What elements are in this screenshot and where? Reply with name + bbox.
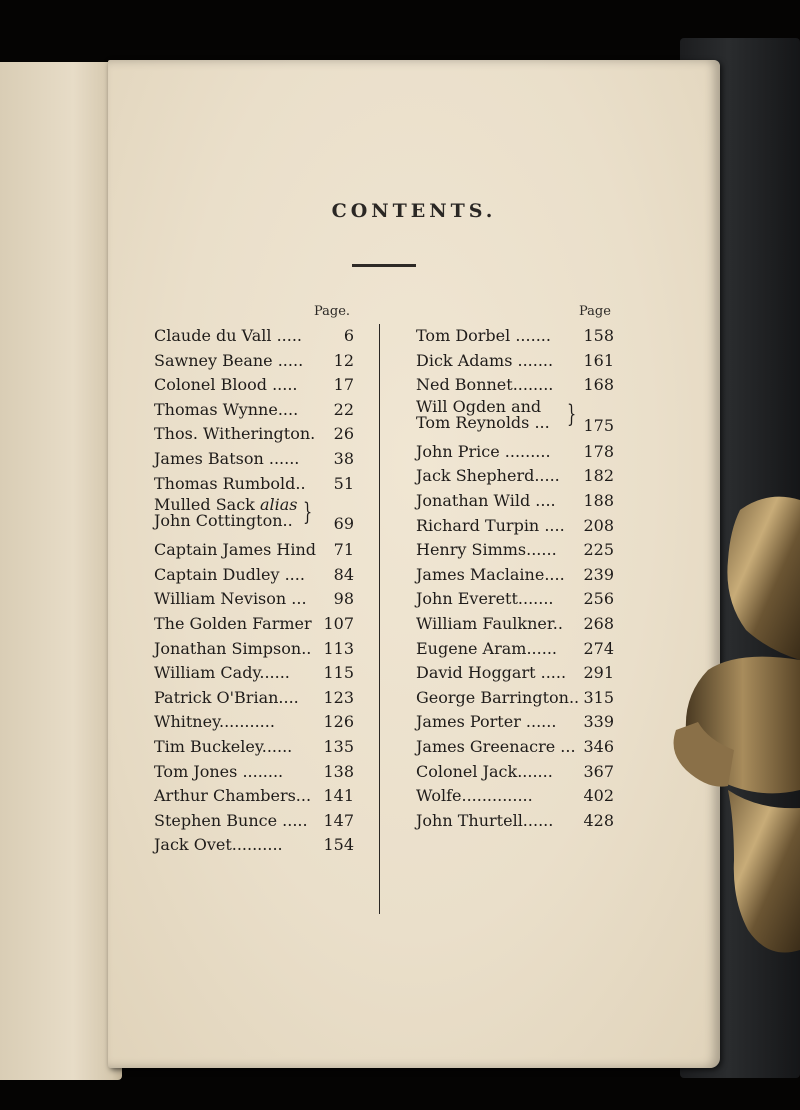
left-page bbox=[0, 62, 122, 1080]
brass-paperweight bbox=[668, 490, 800, 960]
list-item: Jonathan Wild .... 188 bbox=[416, 490, 614, 510]
list-item: David Hoggart ..... 291 bbox=[416, 663, 614, 683]
list-item: William Cady...... 115 bbox=[154, 663, 354, 683]
list-item: Arthur Chambers... 141 bbox=[154, 786, 354, 806]
left-column bbox=[154, 324, 354, 858]
column-divider bbox=[379, 324, 380, 914]
list-item: Claude du Vall ..... 6 bbox=[154, 326, 354, 345]
list-item: Jack Shepherd..... 182 bbox=[416, 466, 614, 486]
list-item: The Golden Farmer 107 bbox=[154, 613, 354, 633]
left-page-heading: Page. bbox=[314, 304, 351, 319]
list-item: Henry Simms...... 225 bbox=[416, 540, 614, 560]
list-item: Will Ogden and Tom Reynolds ... } 175 bbox=[416, 396, 614, 435]
list-item: Patrick O'Brian.... 123 bbox=[154, 687, 354, 707]
brace-icon: } bbox=[303, 498, 313, 527]
list-item: William Nevison ... 98 bbox=[154, 589, 354, 609]
list-item: Richard Turpin .... 208 bbox=[416, 515, 614, 535]
list-item: Thomas Wynne.... 22 bbox=[154, 399, 354, 419]
list-item: Jonathan Simpson.. 113 bbox=[154, 638, 354, 658]
list-item: George Barrington.. 315 bbox=[416, 687, 614, 707]
list-item: Jack Ovet.......... 154 bbox=[154, 835, 354, 855]
list-item: Tom Dorbel ....... 158 bbox=[416, 326, 614, 345]
title-rule bbox=[352, 264, 416, 267]
page-title: CONTENTS. bbox=[331, 200, 497, 222]
list-item: Tom Jones ........ 138 bbox=[154, 761, 354, 781]
list-item: William Faulkner.. 268 bbox=[416, 613, 614, 633]
list-item: Thos. Witherington. 26 bbox=[154, 424, 354, 444]
list-item: Mulled Sack alias John Cottington.. } 69 bbox=[154, 495, 354, 534]
list-item: James Maclaine.... 239 bbox=[416, 564, 614, 584]
list-item: Captain James Hind 71 bbox=[154, 540, 354, 560]
list-item: Thomas Rumbold.. 51 bbox=[154, 473, 354, 493]
list-item: Sawney Beane ..... 12 bbox=[154, 350, 354, 370]
right-page-heading: Page bbox=[579, 304, 611, 319]
list-item: Colonel Blood ..... 17 bbox=[154, 375, 354, 395]
list-item: John Thurtell...... 428 bbox=[416, 810, 614, 830]
list-item: John Price ......... 178 bbox=[416, 441, 614, 461]
list-item: James Batson ...... 38 bbox=[154, 448, 354, 468]
list-item: James Porter ...... 339 bbox=[416, 712, 614, 732]
list-item: Whitney........... 126 bbox=[154, 712, 354, 732]
right-column bbox=[416, 324, 614, 833]
list-item: Wolfe.............. 402 bbox=[416, 786, 614, 806]
list-item: Dick Adams ....... 161 bbox=[416, 350, 614, 370]
list-item: Ned Bonnet........ 168 bbox=[416, 375, 614, 395]
contents-page bbox=[108, 60, 720, 1068]
list-item: John Everett....... 256 bbox=[416, 589, 614, 609]
list-item: Eugene Aram...... 274 bbox=[416, 638, 614, 658]
brace-icon: } bbox=[567, 399, 577, 428]
list-item: Captain Dudley .... 84 bbox=[154, 564, 354, 584]
list-item: Tim Buckeley...... 135 bbox=[154, 736, 354, 756]
list-item: James Greenacre ... 346 bbox=[416, 736, 614, 756]
list-item: Colonel Jack....... 367 bbox=[416, 761, 614, 781]
list-item: Stephen Bunce ..... 147 bbox=[154, 810, 354, 830]
